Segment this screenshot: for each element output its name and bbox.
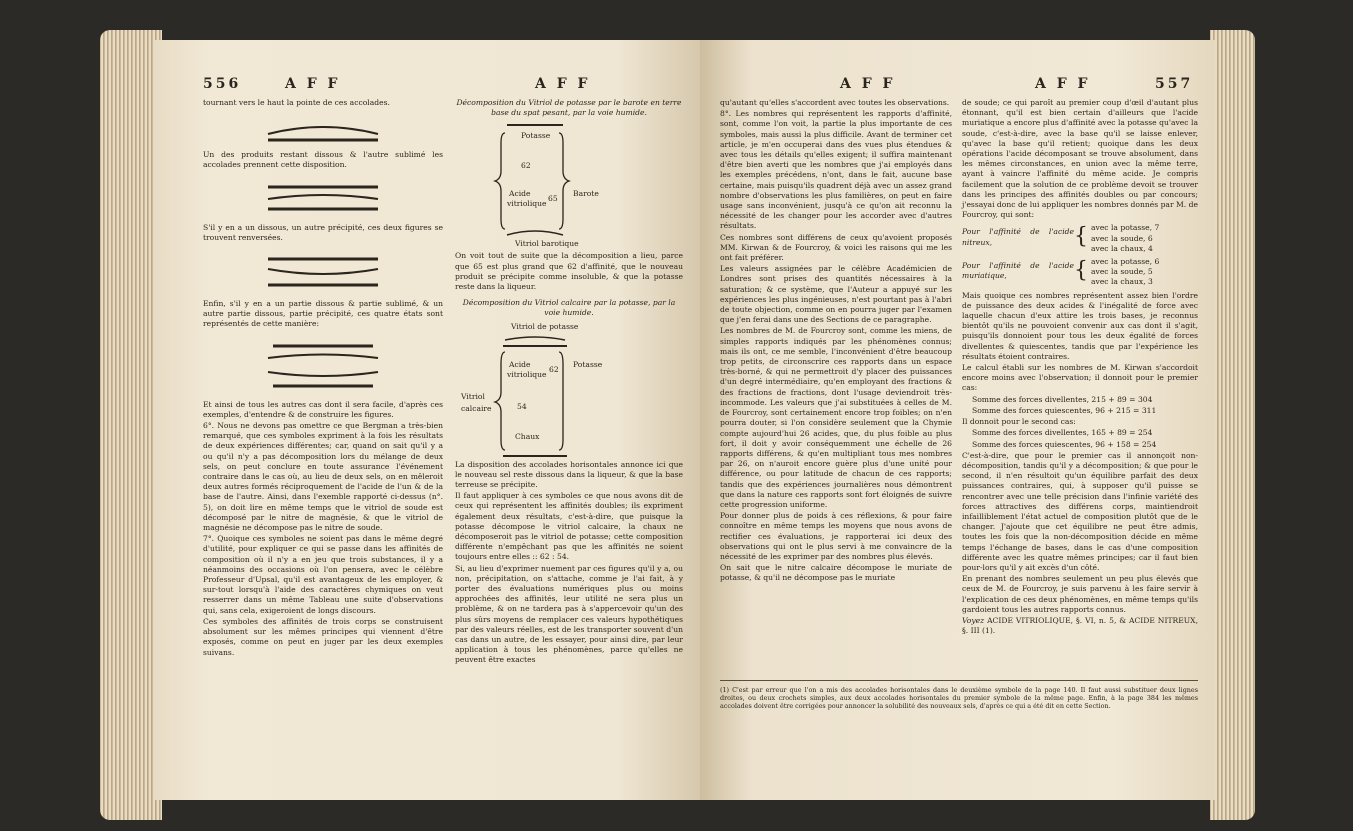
left-running-head: A F F bbox=[285, 76, 341, 92]
paragraph: 6°. Nous ne devons pas omettre ce que Bergman a très-bien remarqué, que ces symboles expriment à la fois les résultats de deux expériences différentes; car, quand on sait qu'il y a ou qu'il n'y a pas décomposition lors du mélange de deux sels, on peut conclure en toute assurance l'événement contraire dans le cas où, au lieu de deux sels, on en mêleroit deux autres formés réciproquement de l'acide de l'un & de la base de l'autre. Ainsi, dans l'exemble rapporté ci-dessus (n°. 5), on doit lire en même temps que le vitriol de soude est décomposé par le nitre de magnésie, & que le vitriol de magnésie ne décompose pas le nitre de soude. bbox=[203, 421, 443, 533]
right-running-head-col2: A F F bbox=[1035, 76, 1091, 92]
value-54: 54 bbox=[517, 401, 527, 411]
value-62: 62 bbox=[549, 364, 559, 374]
paragraph: qu'autant qu'elles s'accordent avec toutes les observations. bbox=[720, 98, 950, 107]
affinity-row: avec la chaux, 3 bbox=[1091, 277, 1153, 287]
paragraph: C'est-à-dire, que pour le premier cas il annonçoit non-décomposition, tandis qu'il y a décomposition; & que pour le second, il n'en résultoit qu'un équilibre parfait des deux puissances contraires, qui, à supposer qu'il puisse se rencontrer avec une telle précision dans l'infinie variété des forces attractives des différens corps, maintiendroit infailliblement l'état actuel de composition plutôt que de le changer. J'ajoute que cet équilibre ne peut être admis, toutes les fois que la non-décomposition décide en même temps l'échange de bases, dans le cas d'une composition différente avec les quatre mêmes principes; car il faut bien pour-lors qu'il y ait excès d'un côté. bbox=[962, 450, 1198, 572]
footnote-rule bbox=[720, 680, 1198, 681]
cross-reference bbox=[962, 616, 1198, 636]
brace-figure-dissous bbox=[263, 177, 383, 217]
paragraph: La disposition des accolades horisontales annonce ici que le nouveau sel reste dissous dans la liqueur, & que la base terreuse se précipite. bbox=[455, 459, 683, 490]
affinity-values bbox=[1091, 257, 1159, 288]
equation: Somme des forces quiescentes, 96 + 215 = 311 bbox=[972, 405, 1157, 415]
left-running-head-col2: A F F bbox=[535, 76, 591, 92]
paragraph: Pour donner plus de poids à ces réflexions, & pour faire connoître en même temps les moyens que nous avons de rectifier ces évaluations, je rapporterai ici deux des observations qui ont le plus servi à me convaincre de la nécessité de les exprimer par des nombres plus élevés. bbox=[720, 511, 952, 561]
brace: { bbox=[1074, 258, 1088, 284]
label-acide: Acide bbox=[509, 359, 531, 369]
affinity-row: avec la soude, 5 bbox=[1091, 267, 1153, 277]
affinity-row: avec la potasse, 6 bbox=[1091, 257, 1160, 267]
left-page-edges bbox=[100, 30, 162, 820]
right-running-head: A F F bbox=[840, 76, 896, 92]
affinity-row: avec la potasse, 7 bbox=[1091, 223, 1160, 233]
affinity-values bbox=[1091, 223, 1159, 254]
diagram-vitriol-calcaire bbox=[455, 320, 683, 460]
paragraph: 7°. Quoique ces symboles ne soient pas dans le même degré d'utilité, pour expliquer ce qui se passe dans les affinités de composition où il n'y a en jeu que trois substances, il y a néanmoins des occasions où l'on pensera, avec le célèbre Professeur d'Upsal, qu'il est avantageux de les employer, & sur-tout lorsqu'à l'aide des caractères chymiques on veut resserrer dans un même Tableau une suite d'observations qui, sans cela, exigeroient de longs discours. bbox=[203, 534, 443, 615]
brace-figure-four-states bbox=[263, 336, 383, 394]
label-potasse: Potasse bbox=[573, 359, 603, 369]
affinity-row: avec la soude, 6 bbox=[1091, 233, 1153, 243]
paragraph: Un des produits restant dissous & l'autre sublimé les accolades prennent cette disposition. bbox=[203, 150, 443, 170]
label-barote: Barote bbox=[573, 189, 599, 199]
paragraph: Ces symboles des affinités de trois corps se construisent absolument sur les mêmes principes qui viennent d'être exposés, comme on peut en juger par les deux exemples suivans. bbox=[203, 616, 443, 657]
left-column-2 bbox=[455, 98, 683, 667]
paragraph: Mais quoique ces nombres représentent assez bien l'ordre de puissance des deux acides & l'inégalité de force avec laquelle chacun d'eux attire les trois bases, je reconnus bientôt qu'ils ne pouvoient convenir aux cas dont il s'agit, puisqu'ils donnoient pour tous les deux égalité de forces divellentes & quiescentes, tandis que par l'expérience les résultats étoient contraires. bbox=[962, 290, 1198, 361]
paragraph: Il donnoit pour le second cas: bbox=[962, 417, 1076, 427]
left-page-number: 556 bbox=[203, 76, 242, 92]
label-acide: Acide bbox=[509, 189, 531, 199]
paragraph: tournant vers le haut la pointe de ces accolades. bbox=[203, 98, 390, 107]
right-page-number: 557 bbox=[1155, 76, 1194, 92]
affinity-table-muriatique bbox=[962, 257, 1198, 288]
paragraph: On sait que le nitre calcaire décompose le muriate de potasse, & qu'il ne décompose pas le muriate bbox=[720, 563, 952, 583]
right-page bbox=[700, 40, 1215, 800]
right-column-1 bbox=[720, 98, 952, 585]
label-vitriol-barotique: Vitriol barotique bbox=[515, 239, 579, 249]
paragraph: Les nombres de M. de Fourcroy sont, comme les miens, de simples rapports indiqués par les phénomènes connus; mais ils ont, ce me semble, l'inconvénient d'être beaucoup trop petits, de circonscrire ces rapports dans un espace très-borné, & qui ne permettroit d'y placer des puissances d'un degré intermédiaire, qu'en employant des fractions & des fractions de fractions, dont l'usage deviendroit très-incommode. Les valeurs que j'ai substituées à celles de M. de Fourcroy, sont certainement encore trop foibles; on n'en pourra douter, si l'on considère seulement que la Chymie compte aujourd'hui 26 acides, que, du plus foible au plus fort, il doit y avoir conséquemment une échelle de 26 rapports différens, & qu'en multipliant tous mes nombres par 26, on n'auroit encore guère plus d'une unité pour différence, ou pour latitude de chacun de ces rapports; tandis que des expériences journalières nous démontrent que dans la nature ces rapports sont fort éloignés de suivre cette progression uniforme. bbox=[720, 326, 952, 509]
paragraph: Il faut appliquer à ces symboles ce que nous avons dit de ceux qui représentent les affinités doubles; ils expriment également deux résultats, c'est-à-dire, que puisque la potasse décompose le vitriol calcaire, la chaux ne décomposeroit pas le vitriol de potasse; cette composition différente n'empêchant pas que les affinités ne soient toujours entre elles :: 62 : 54. bbox=[455, 491, 683, 562]
affinity-row: avec la chaux, 4 bbox=[1091, 243, 1153, 253]
paragraph: On voit tout de suite que la décomposition a lieu, parce que 65 est plus grand que 62 d'affinité, que le nouveau produit se précipite comme insoluble, & que la potasse reste dans la liqueur. bbox=[455, 251, 683, 292]
value-65: 65 bbox=[548, 194, 558, 204]
paragraph: Les valeurs assignées par le célèbre Académicien de Londres sont prises des quantités nécessaires à la saturation; & ce système, que l'Auteur a appuyé sur les expériences les plus ingénieuses, n'est pourtant pas à l'abri de toute objection, comme on en pourra juger par l'examen que j'en ferai dans une des Sections de ce paragraphe. bbox=[720, 264, 952, 325]
equation: Somme des forces divellentes, 215 + 89 = 304 bbox=[972, 394, 1153, 404]
affinity-table-nitreux bbox=[962, 223, 1198, 254]
voyez-ref: ACIDE VITRIOLIQUE, §. VI, n. 5, & ACIDE NITREUX, §. III (1). bbox=[962, 615, 1198, 636]
label-potasse: Potasse bbox=[521, 131, 551, 141]
brace: { bbox=[1074, 224, 1088, 250]
paragraph: S'il y en a un dissous, un autre précipité, ces deux figures se trouvent renversées. bbox=[203, 222, 443, 242]
right-column-2 bbox=[962, 98, 1198, 637]
label-calcaire: calcaire bbox=[461, 403, 492, 413]
left-column-1 bbox=[203, 98, 443, 659]
label-vitriolique: vitriolique bbox=[507, 369, 547, 379]
paragraph: 8°. Les nombres qui représentent les rapports d'affinité, sont, comme l'on voit, la partie la plus importante de ces symboles, mais aussi la plus difficile. Avant de terminer cet article, je m'en occuperai dans des vues plus étendues & avec tous les détails qu'elles exigent; il suffira maintenant d'être bien averti que les nombres que j'ai employés dans les exemples précédens, n'ont, dans le fait, aucune base certaine, mais puisqu'ils quadrent déjà avec un assez grand nombre d'observations les plus familières, on peut en faire usage sans inconvénient, jusqu'à ce qu'on ait reconnu la nécessité de les changer pour les accorder avec d'autres résultats. bbox=[720, 109, 952, 231]
label-vitriol: Vitriol bbox=[461, 391, 485, 401]
footnote: (1) C'est par erreur que l'on a mis des accolades horisontales dans le deuxième symbole de la page 140. Il faut aussi substituer deux lignes droites, ou deux crochets simples, aux deux accolades horisontales du premier symbole de la même page. Enfin, à la page 384 les mêmes accolades doivent être corrigées pour annoncer la solubilité des nouveaux sels, d'après ce qui a été dit en cette Section. bbox=[720, 686, 1198, 710]
paragraph: Ces nombres sont différens de ceux qu'avoient proposés MM. Kirwan & de Fourcroy, & voici les raisons qui me les ont fait préférer. bbox=[720, 232, 952, 263]
diagram-vitriol-potasse bbox=[455, 119, 683, 251]
affinity-label: Pour l'affinité de l'acide nitreux, bbox=[962, 227, 1074, 247]
left-page bbox=[155, 40, 700, 800]
equation: Somme des forces divellentes, 165 + 89 = 254 bbox=[972, 428, 1153, 438]
label-vitriolique: vitriolique bbox=[507, 199, 547, 209]
paragraph: Et ainsi de tous les autres cas dont il sera facile, d'après ces exemples, d'entendre & de construire les figures. bbox=[203, 399, 443, 419]
equation: Somme des forces quiescentes, 96 + 158 = 254 bbox=[972, 439, 1157, 449]
paragraph: Si, au lieu d'exprimer nuement par ces figures qu'il y a, ou non, précipitation, on s'attache, comme je l'ai fait, à y porter des évaluations numériques plus ou moins approchées des affinités, leur utilité ne sera plus un problème, & on ne tardera pas à s'appercevoir qu'un des plus sûrs moyens de remplacer ces valeurs hypothétiques par des valeurs réelles, est de les transporter souvent d'un cas dans un autre, de les essayer, pour ainsi dire, par leur application à tous les phénomènes, parce qu'elles ne peuvent être exactes bbox=[455, 563, 683, 665]
figure-title-1: Décomposition du Vitriol de potasse par le barote en terre base du spat pesant, par la voie humide. bbox=[456, 98, 682, 118]
paragraph: Enfin, s'il y en a un partie dissous & partie sublimé, & un autre partie dissous, partie précipité, ces quatre états sont représentés de cette manière: bbox=[203, 299, 443, 329]
paragraph: En prenant des nombres seulement un peu plus élevés que ceux de M. de Fourcroy, je suis parvenu à les faire servir à l'explication de ces deux phénomènes, en même temps qu'ils gardoient tous les autres rapports connus. bbox=[962, 574, 1198, 614]
label-chaux: Chaux bbox=[515, 431, 540, 441]
voyez-label: Voyez bbox=[962, 615, 985, 625]
label-vitriol-de-potasse: Vitriol de potasse bbox=[511, 321, 579, 331]
brace-figure-up bbox=[263, 114, 383, 144]
paragraph: Le calcul établi sur les nombres de M. Kirwan s'accordoit encore moins avec l'observation; il donnoit pour le premier cas: bbox=[962, 363, 1198, 393]
value-62: 62 bbox=[521, 161, 531, 171]
brace-figure-reversed bbox=[263, 249, 383, 293]
right-page-edges bbox=[1210, 30, 1255, 820]
affinity-label: Pour l'affinité de l'acide muriatique, bbox=[962, 261, 1074, 281]
paragraph: de soude; ce qui paroît au premier coup d'œil d'autant plus étonnant, qu'il est bien certain d'ailleurs que l'acide muriatique a encore plus d'affinité avec la potasse qu'avec la soude, c'est-à-dire, avec la base qu'il se laisse enlever, qu'avec la base qu'il retient; quoique dans les deux opérations l'acide décomposant se trouve absolument, dans les mêmes circonstances, en union avec la même terre, ayant à vaincre l'affinité du même acide. Je compris facilement que la solution de ce problème devoit se trouver dans les principes des affinités doubles ou par concours; j'essayai donc de lui appliquer les nombres donnés par M. de Fourcroy, qui sont: bbox=[962, 98, 1198, 220]
figure-title-2: Décomposition du Vitriol calcaire par la potasse, par la voie humide. bbox=[462, 298, 676, 318]
